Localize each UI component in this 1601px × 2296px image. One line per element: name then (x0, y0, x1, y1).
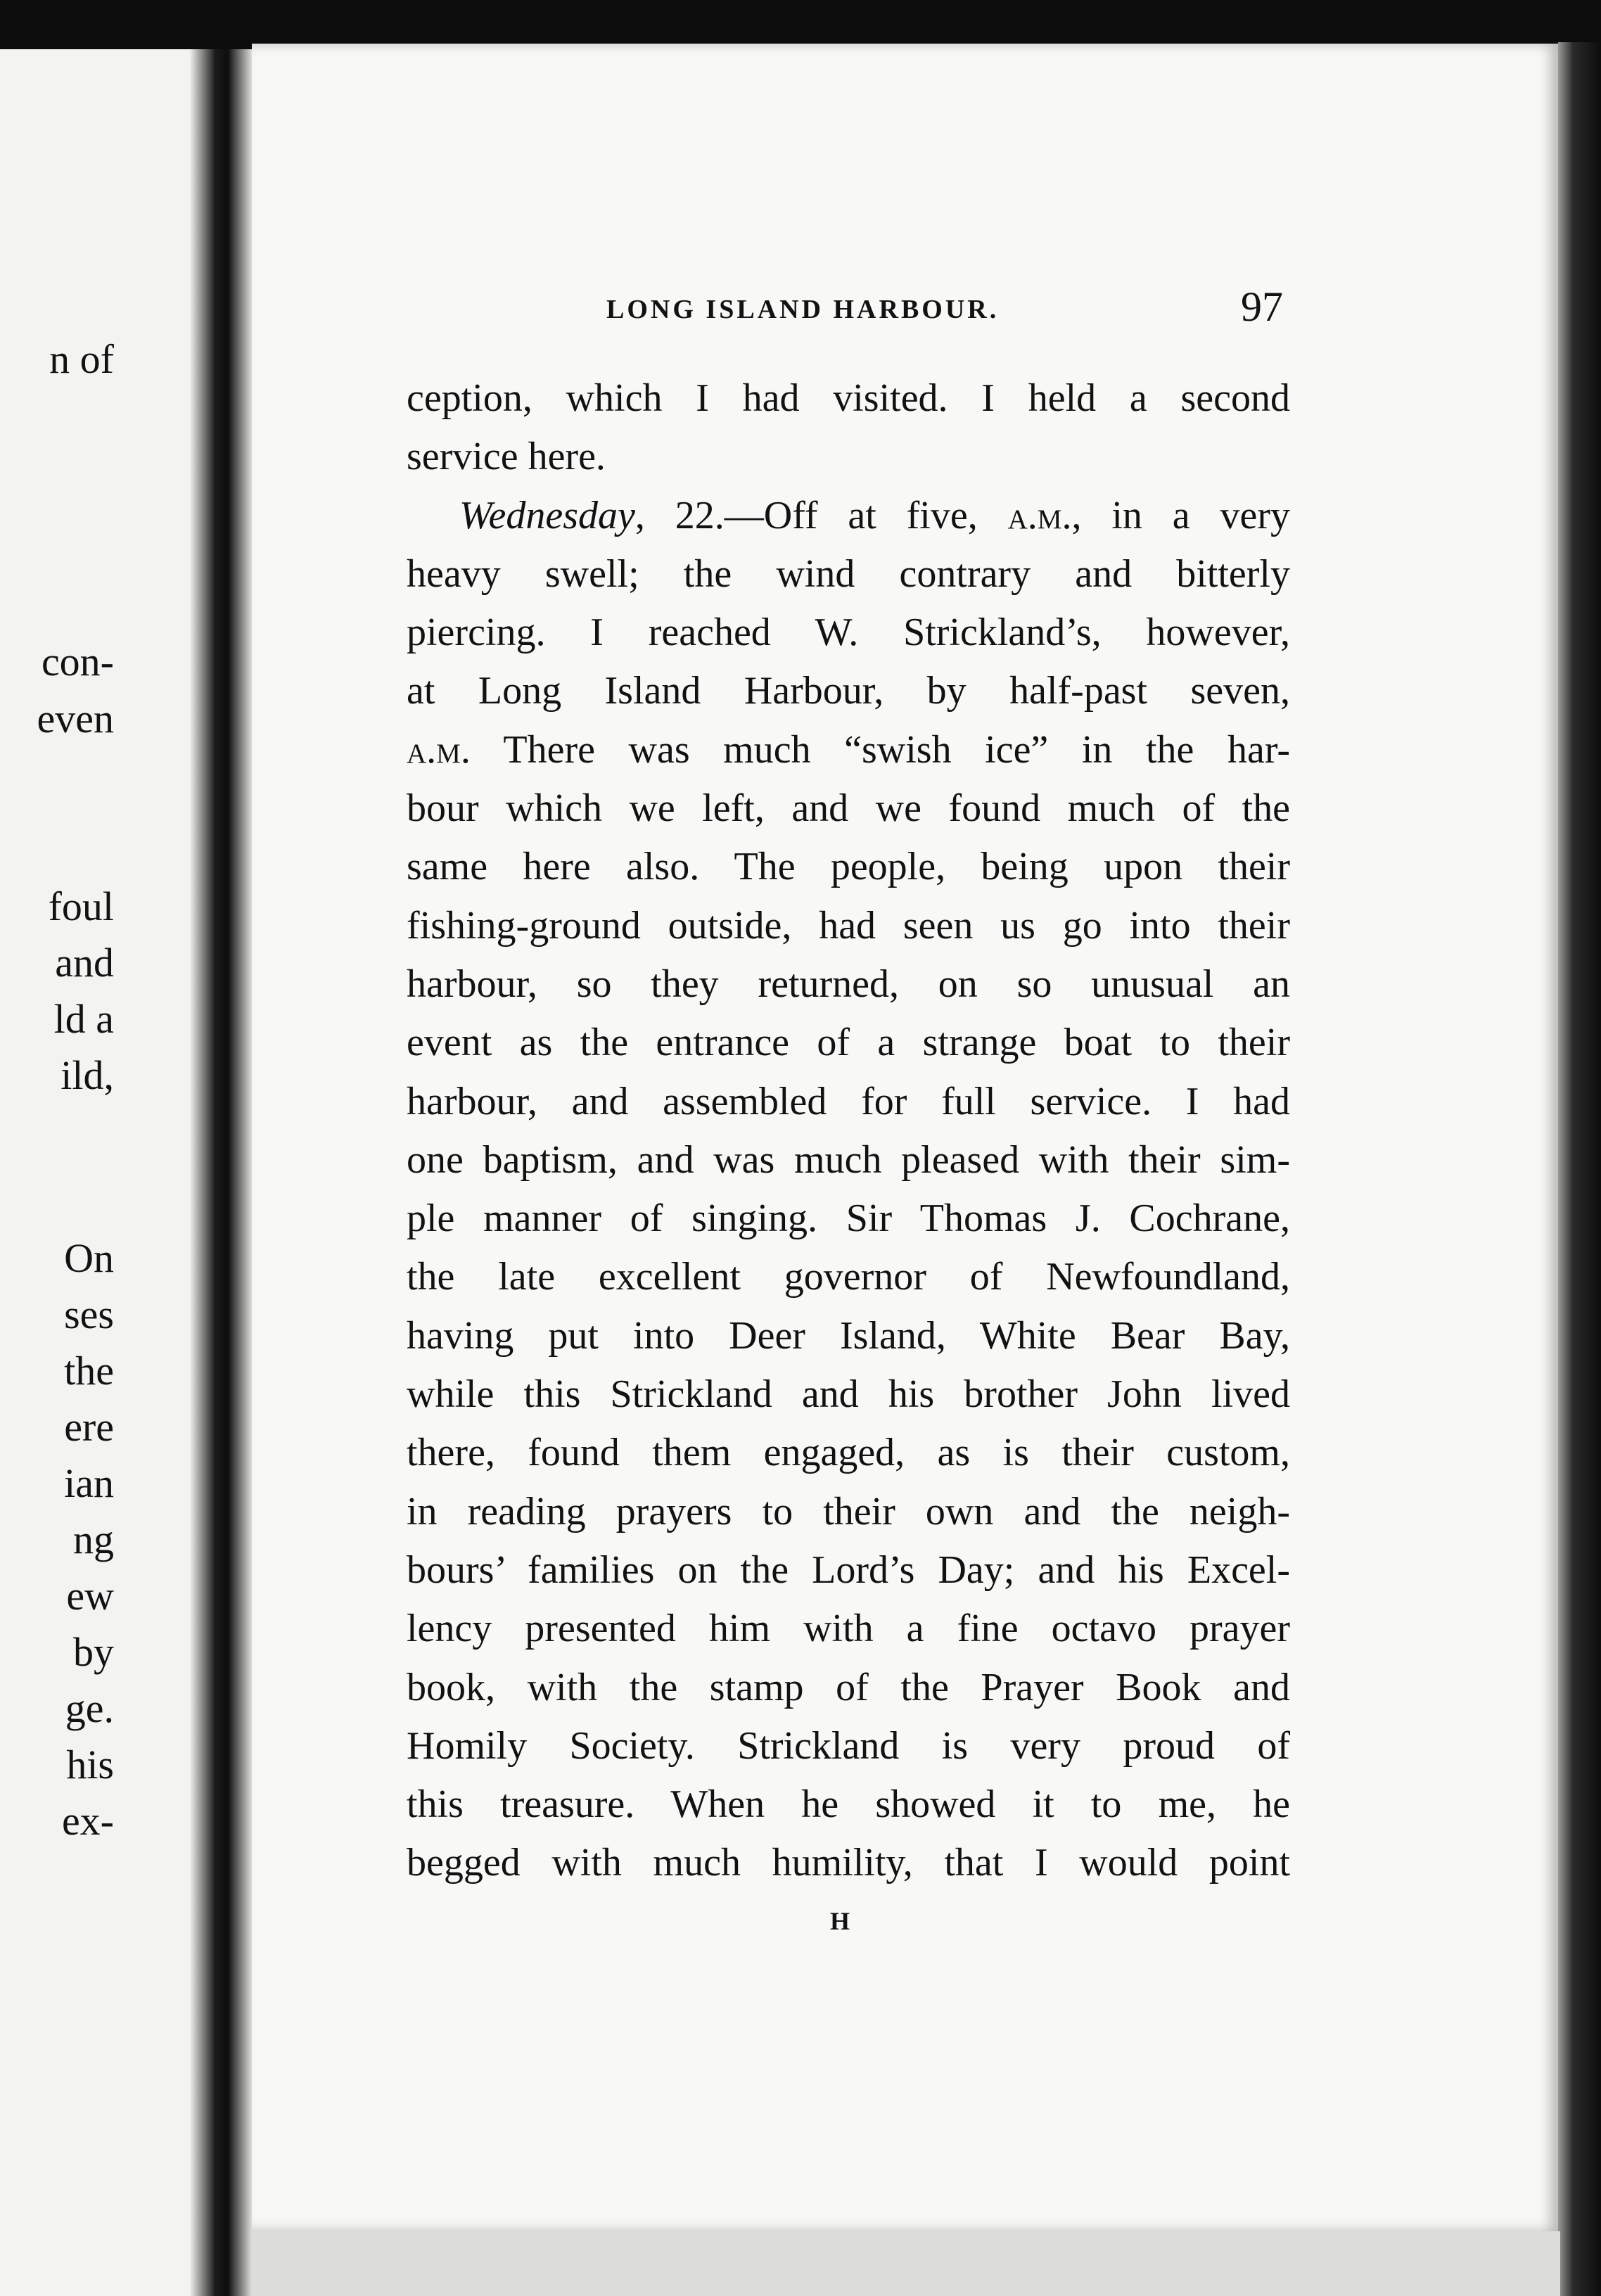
facing-page-fragment: ses (64, 1292, 114, 1337)
text-line: a.m. There was much “swish ice” in the har- (407, 727, 1290, 772)
text-line: harbour, so they returned, on so unusual an (407, 962, 1290, 1006)
scan-border (0, 0, 1601, 49)
text-line: while this Strickland and his brother John lived (407, 1372, 1290, 1417)
text-line: same here also. The people, being upon their (407, 845, 1290, 889)
facing-page-fragment: ge. (65, 1685, 114, 1731)
facing-page-fragment: ex- (61, 1798, 114, 1844)
text-line: heavy swell; the wind contrary and bitterly (407, 551, 1290, 596)
book-gutter (190, 49, 253, 2296)
facing-page-fragment: and (55, 940, 114, 986)
running-head: LONG ISLAND HARBOUR. (606, 295, 1000, 324)
facing-page-fragment: ild, (60, 1052, 114, 1098)
page-bottom-margin (252, 2231, 1560, 2296)
text-line: harbour, and assembled for full service. I had (407, 1079, 1290, 1123)
text-line: at Long Island Harbour, by half-past seven, (407, 669, 1290, 713)
text-line: Homily Society. Strickland is very proud of (407, 1723, 1290, 1768)
text-line: book, with the stamp of the Prayer Book and (407, 1665, 1290, 1709)
text-line: begged with much humility, that I would point (407, 1841, 1290, 1885)
facing-page-fragment: by (73, 1629, 114, 1675)
text-line: one baptism, and was much pleased with their sim- (407, 1137, 1290, 1182)
facing-page-fragment: con- (41, 639, 114, 684)
text-line: bours’ families on the Lord’s Day; and his Excel- (407, 1548, 1290, 1592)
facing-page-fragment: even (37, 696, 114, 741)
text-line: there, found them engaged, as is their custom, (407, 1431, 1290, 1475)
facing-page-fragment: his (66, 1742, 114, 1787)
facing-page-fragment: ew (66, 1573, 114, 1619)
facing-page-fragment: ng (73, 1517, 114, 1562)
text-line: ception, which I had visited. I held a second (407, 376, 1290, 420)
facing-page-fragment: On (64, 1235, 114, 1281)
facing-page-fragment: ere (64, 1404, 114, 1450)
signature-mark: H (830, 1907, 850, 1935)
page-edge-shadow (1558, 42, 1601, 2296)
text-line: fishing-ground outside, had seen us go into their (407, 903, 1290, 948)
text-line: in reading prayers to their own and the neigh- (407, 1489, 1290, 1533)
text-line: this treasure. When he showed it to me, he (407, 1782, 1290, 1827)
facing-page-fragment: n of (49, 336, 114, 382)
text-line: bour which we left, and we found much of the (407, 786, 1290, 831)
facing-page-fragment: the (64, 1348, 114, 1393)
text-line: ple manner of singing. Sir Thomas J. Cochrane, (407, 1197, 1290, 1241)
text-line: service here. (407, 435, 606, 479)
page-number: 97 (1241, 283, 1283, 330)
text-line: event as the entrance of a strange boat to their (407, 1021, 1290, 1065)
text-line: the late excellent governor of Newfoundland, (407, 1255, 1290, 1299)
text-line: Wednesday, 22.—Off at five, a.m., in a very (459, 493, 1291, 537)
body-text (407, 369, 1290, 1893)
facing-page-fragment: ld a (53, 996, 114, 1042)
facing-page-fragment: foul (48, 884, 114, 929)
text-line: piercing. I reached W. Strickland’s, however, (407, 611, 1290, 655)
facing-page-fragment: ian (64, 1460, 114, 1506)
text-line: having put into Deer Island, White Bear Bay, (407, 1313, 1290, 1358)
text-line: lency presented him with a fine octavo prayer (407, 1607, 1290, 1651)
